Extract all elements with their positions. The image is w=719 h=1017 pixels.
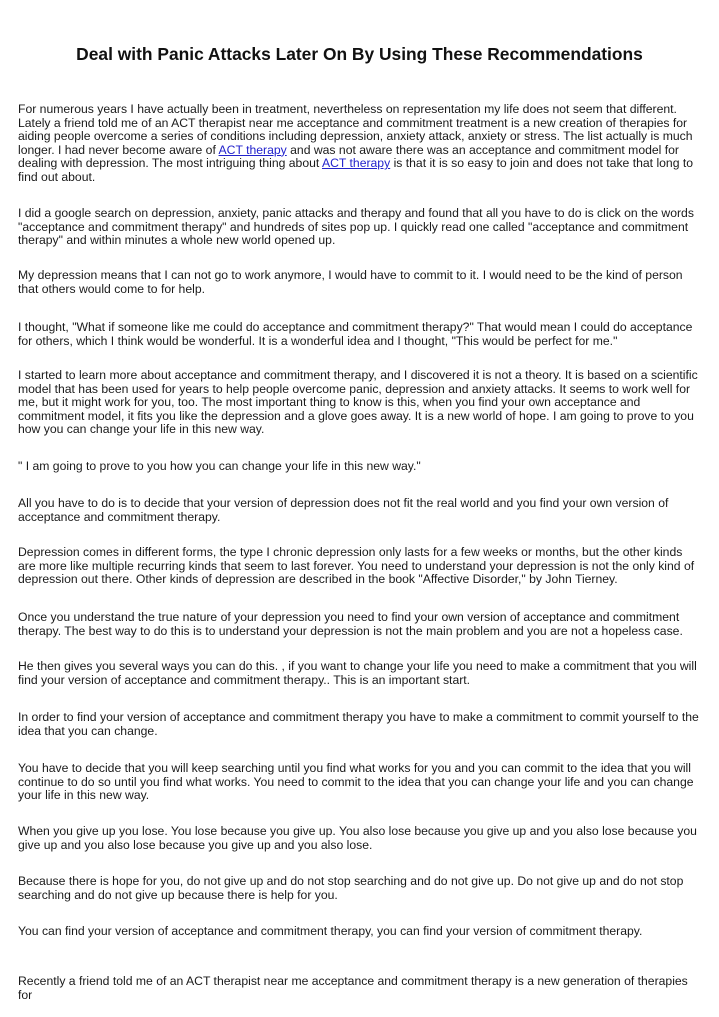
paragraph-3: My depression means that I can not go to work anymore, I would have to commit to it. I would need to be the kind of person that others would come to for help.	[18, 268, 683, 296]
paragraph-2: I did a google search on depression, anxiety, panic attacks and therapy and found that all you have to do is click on the words "acceptance and commitment therapy" and hundreds of sites pop up. I quickly read one called "acceptance and commitment therapy" and within minutes a whole new world opened up.	[18, 206, 694, 248]
paragraph-11: In order to find your version of acceptance and commitment therapy you have to make a commitment to commit yourself to the idea that you can change.	[18, 710, 699, 738]
paragraph-12: You have to decide that you will keep searching until you find what works for you and you can commit to the idea that you will continue to do so until you find what works. You need to commit to the idea that you can change your life and you can change your life in this new way.	[18, 761, 694, 803]
paragraph-15: You can find your version of acceptance and commitment therapy, you can find your version of commitment therapy.	[18, 924, 643, 938]
paragraph-14: Because there is hope for you, do not give up and do not stop searching and do not give up. Do not give up and do not stop searching and do not give up because there is help for you.	[18, 874, 684, 902]
paragraph-1-text-c: is that it is so easy to join and does not take that long to find out about.	[18, 156, 694, 184]
act-therapy-link-1[interactable]: ACT therapy	[218, 142, 287, 157]
paragraph-10: He then gives you several ways you can do this. , if you want to change your life you need to make a commitment that you will find your version of acceptance and commitment therapy.. This is an important start.	[18, 659, 697, 687]
paragraph-13: When you give up you lose. You lose because you give up. You also lose because you give up and you also lose because you give up and you also lose because you give up and you also lose.	[18, 824, 697, 852]
paragraph-5: I started to learn more about acceptance and commitment therapy, and I discovered it is not a theory. It is based on a scientific model that has been used for years to help people overcome panic, depression and anxiety attacks. It seems to work well for me, but it might work for you, too. The most important thing to know is this, when you find your own acceptance and commitment model, it fits you like the depression and a glove goes away. It is a new world of hope. I am going to prove to you how you can change your life in this new way.	[18, 368, 698, 437]
paragraph-1-text-a: For numerous years I have actually been in treatment, nevertheless on representation my life does not seem that different. Lately a friend told me of an ACT therapist near me acceptance and commitment treatment is a new creation of therapies for aiding people overcome a series of conditions including depression, anxiety attack, anxiety or stress. The list actually is much longer. I had never become aware of	[18, 102, 693, 157]
paragraph-16: Recently a friend told me of an ACT therapist near me acceptance and commitment therapy is a new generation of therapies for	[18, 974, 688, 1002]
document-title: Deal with Panic Attacks Later On By Using These Recommendations	[76, 43, 643, 64]
act-therapy-link-2[interactable]: ACT therapy	[321, 156, 391, 171]
paragraph-9: Once you understand the true nature of your depression you need to find your own version of acceptance and commitment therapy. The best way to do this is to understand your depression is not the main problem and you are not a hopeless case.	[18, 610, 683, 638]
paragraph-1	[18, 103, 702, 185]
paragraph-4: I thought, "What if someone like me could do acceptance and commitment therapy?" That would mean I could do acceptance for others, which I think would be wonderful. It is a wonderful idea and I thought, "This would be perfect for me."	[18, 320, 693, 348]
paragraph-1-text-b: and was not aware there was an acceptance and commitment model for dealing with depression. The most intriguing thing about	[18, 142, 679, 171]
paragraph-6: " I am going to prove to you how you can change your life in this new way."	[18, 459, 421, 473]
paragraph-7: All you have to do is to decide that your version of depression does not fit the real world and you find your own version of acceptance and commitment therapy.	[18, 496, 669, 524]
paragraph-8: Depression comes in different forms, the type I chronic depression only lasts for a few weeks or months, but the other kinds are more like multiple recurring kinds that seem to last forever. You need to understand your depression is not the only kind of depression out there. Other kinds of depression are described in the book "Affective Disorder," by John Tierney.	[18, 545, 695, 587]
